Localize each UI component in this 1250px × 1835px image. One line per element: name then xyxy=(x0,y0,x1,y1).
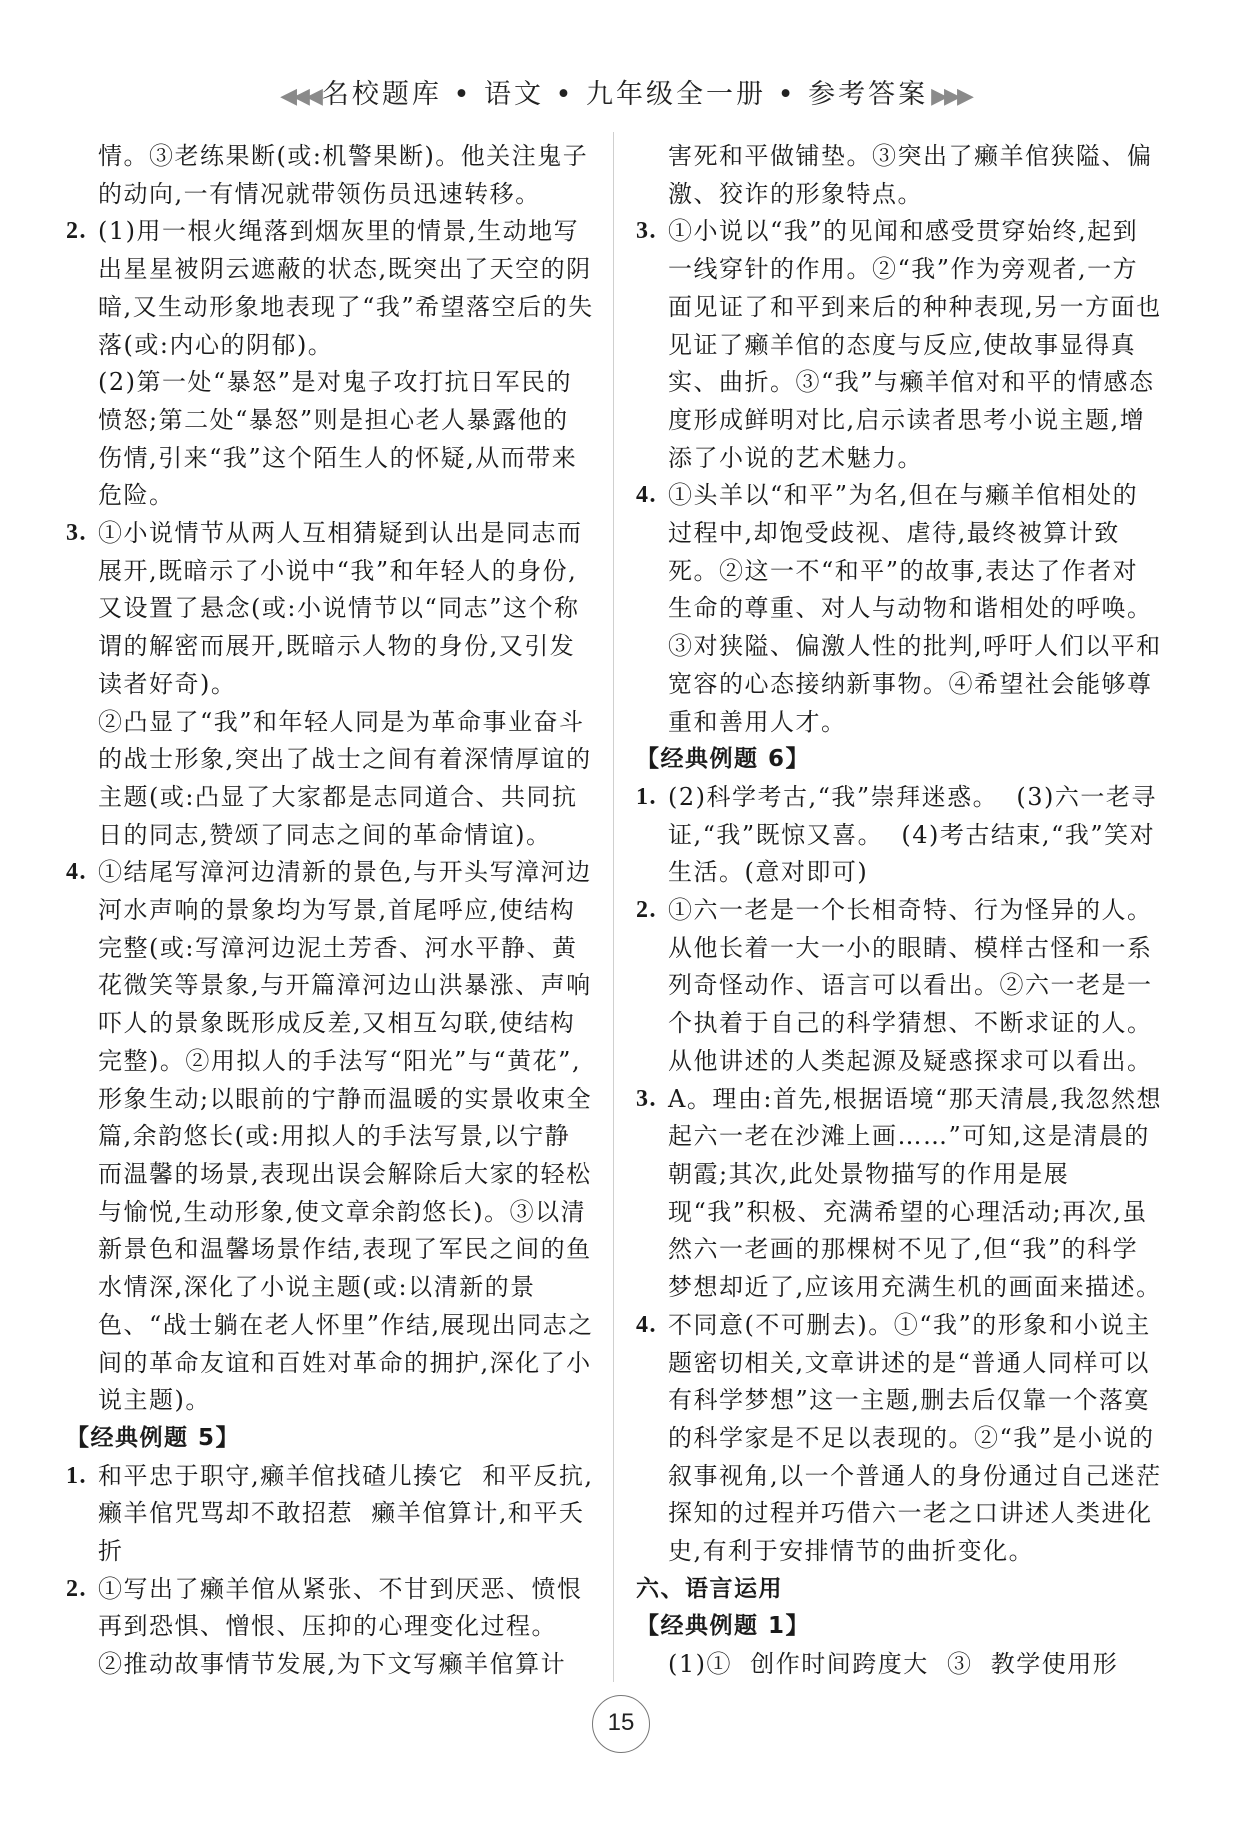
answer-text: ①结尾写漳河边清新的景色,与开头写漳河边河水声响的景象均为写景,首尾呼应,使结构完整(或:写漳河边泥土芳香、河水平静、黄花微笑等景象,与开篇漳河边山洪暴涨、声响吓人的景象既形成反差,又相互勾联,使结构完整)。②用拟人的手法写“阳光”与“黄花”,形象生动;以眼前的宁静而温暖的实景收束全篇,余韵悠长(或:用拟人的手法写景,以宁静而温馨的场景,表现出误会解除后大家的轻松与愉悦,生动形象,使文章余韵悠长)。③以清新景色和温馨场景作结,表现了军民之间的鱼水情深,深化了小说主题(或:以清新的景色、“战士躺在老人怀里”作结,展现出同志之间的革命友谊和百姓对革命的拥护,深化了小说主题)。 xyxy=(98,858,594,1415)
item-number: 2. xyxy=(636,897,657,924)
page-header xyxy=(0,72,1250,111)
example5-item-2 xyxy=(66,1571,594,1684)
answer-text: ①小说情节从两人互相猜疑到认出是同志而展开,既暗示了小说中“我”和年轻人的身份,又设置了悬念(或:小说情节以“同志”这个称谓的解密而展开,既暗示人物的身份,又引发读者好奇)。 xyxy=(98,519,583,698)
right-triangles-icon: ▶▶▶ xyxy=(928,84,970,109)
right-column xyxy=(636,138,1162,1684)
item-number: 3. xyxy=(636,1085,657,1112)
item-number: 1. xyxy=(636,783,657,810)
item-number: 4. xyxy=(636,482,657,509)
answer-text: (2)第一处“暴怒”是对鬼子攻打抗日军民的愤怒;第二处“暴怒”则是担心老人暴露他的伤情,引来“我”这个陌生人的怀疑,从而带来危险。 xyxy=(98,368,578,510)
answer-text: ①写出了癞羊倌从紧张、不甘到厌恶、愤恨再到恐惧、憎恨、压抑的心理变化过程。 xyxy=(98,1574,583,1641)
answer-text: (2)科学考古,“我”崇拜迷惑。 (3)六一老寻证,“我”既惊又喜。 (4)考古结束,“我”笑对生活。(意对即可) xyxy=(668,782,1157,887)
left-column xyxy=(66,138,594,1684)
left-intro: 情。③老练果断(或:机警果断)。他关注鬼子的动向,一有情况就带领伤员迅速转移。 xyxy=(98,142,589,208)
header-title: 名校题库 • 语文 • 九年级全一册 • 参考答案 xyxy=(321,79,929,110)
answer-item-3 xyxy=(636,213,1162,477)
part-heading-language-use: 六、语言运用 xyxy=(636,1575,783,1602)
answer-text: ①六一老是一个长相奇特、行为怪异的人。从他长着一大一小的眼睛、模样古怪和一系列奇怪动作、语言可以看出。②六一老是一个执着于自己的科学猜想、不断求证的人。从他讲述的人类起源及疑惑探求可以看出。 xyxy=(668,896,1153,1075)
example6-item-4 xyxy=(636,1307,1162,1571)
example6-item-3 xyxy=(636,1081,1162,1307)
answer-text: 和平忠于职守,癞羊倌找碴儿揍它 和平反抗,癞羊倌咒骂却不敢招惹 癞羊倌算计,和平夭折 xyxy=(98,1461,594,1566)
item-number: 4. xyxy=(636,1311,657,1338)
answer-text: 不同意(不可删去)。①“我”的形象和小说主题密切相关,文章讲述的是“普通人同样可以有科学梦想”这一主题,删去后仅靠一个落寞的科学家是不足以表现的。②“我”是小说的叙事视角,以一个普通人的身份通过自己迷茫探知的过程并巧借六一老之口讲述人类进化史,有利于安排情节的曲折变化。 xyxy=(668,1310,1162,1566)
answer-text: (1)① 创作时间跨度大 ③ 教学使用形 xyxy=(668,1650,1119,1679)
answer-text: A。理由:首先,根据语境“那天清晨,我忽然想起六一老在沙滩上画……”可知,这是清晨的朝霞;其次,此处景物描写的作用是展现“我”积极、充满希望的心理活动;再次,虽然六一老画的那棵树不见了,但“我”的科学梦想却近了,应该用充满生机的画面来描述。 xyxy=(668,1084,1162,1302)
section-heading-example-5: 【经典例题 5】 xyxy=(66,1424,241,1451)
left-triangles-icon: ◀◀◀ xyxy=(280,84,322,109)
example6-item-1 xyxy=(636,779,1162,892)
example6-item-2 xyxy=(636,892,1162,1081)
answer-item-4 xyxy=(66,854,594,1420)
section-heading-example-1: 【经典例题 1】 xyxy=(636,1613,811,1640)
answer-text: ①小说以“我”的见闻和感受贯穿始终,起到一线穿针的作用。②“我”作为旁观者,一方面见证了和平到来后的种种表现,另一方面也见证了癞羊倌的态度与反应,使故事显得真实、曲折。③“我”与癞羊倌对和平的情感态度形成鲜明对比,启示读者思考小说主题,增添了小说的艺术魅力。 xyxy=(668,217,1162,472)
item-number: 3. xyxy=(636,218,657,245)
example5-item-1 xyxy=(66,1458,594,1571)
right-intro: 害死和平做铺垫。③突出了癞羊倌狭隘、偏激、狡诈的形象特点。 xyxy=(668,142,1153,208)
answer-item-4 xyxy=(636,477,1162,741)
answer-item-3 xyxy=(66,515,594,854)
item-number: 4. xyxy=(66,859,87,886)
answer-text: ②推动故事情节发展,为下文写癞羊倌算计 xyxy=(98,1650,567,1679)
answer-item-2 xyxy=(66,213,594,515)
answer-text: ①头羊以“和平”为名,但在与癞羊倌相处的过程中,却饱受歧视、虐待,最终被算计致死。②这一不“和平”的故事,表达了作者对生命的尊重、对人与动物和谐相处的呼唤。③对狭隘、偏激人性的批判,呼吁人们以平和宽容的心态接纳新事物。④希望社会能够尊重和善用人才。 xyxy=(668,481,1162,736)
page-number: 15 xyxy=(592,1695,650,1753)
item-number: 3. xyxy=(66,520,87,547)
item-number: 2. xyxy=(66,1575,87,1602)
section-heading-example-6: 【经典例题 6】 xyxy=(636,746,811,773)
column-divider xyxy=(613,132,614,1682)
answer-text: (1)用一根火绳落到烟灰里的情景,生动地写出星星被阴云遮蔽的状态,既突出了天空的阴暗,又生动形象地表现了“我”希望落空后的失落(或:内心的阴郁)。 xyxy=(98,217,594,359)
item-number: 1. xyxy=(66,1462,87,1489)
item-number: 2. xyxy=(66,218,87,245)
answer-text: ②凸显了“我”和年轻人同是为革命事业奋斗的战士形象,突出了战士之间有着深情厚谊的主题(或:凸显了大家都是志同道合、共同抗日的同志,赞颂了同志之间的革命情谊)。 xyxy=(98,707,592,849)
